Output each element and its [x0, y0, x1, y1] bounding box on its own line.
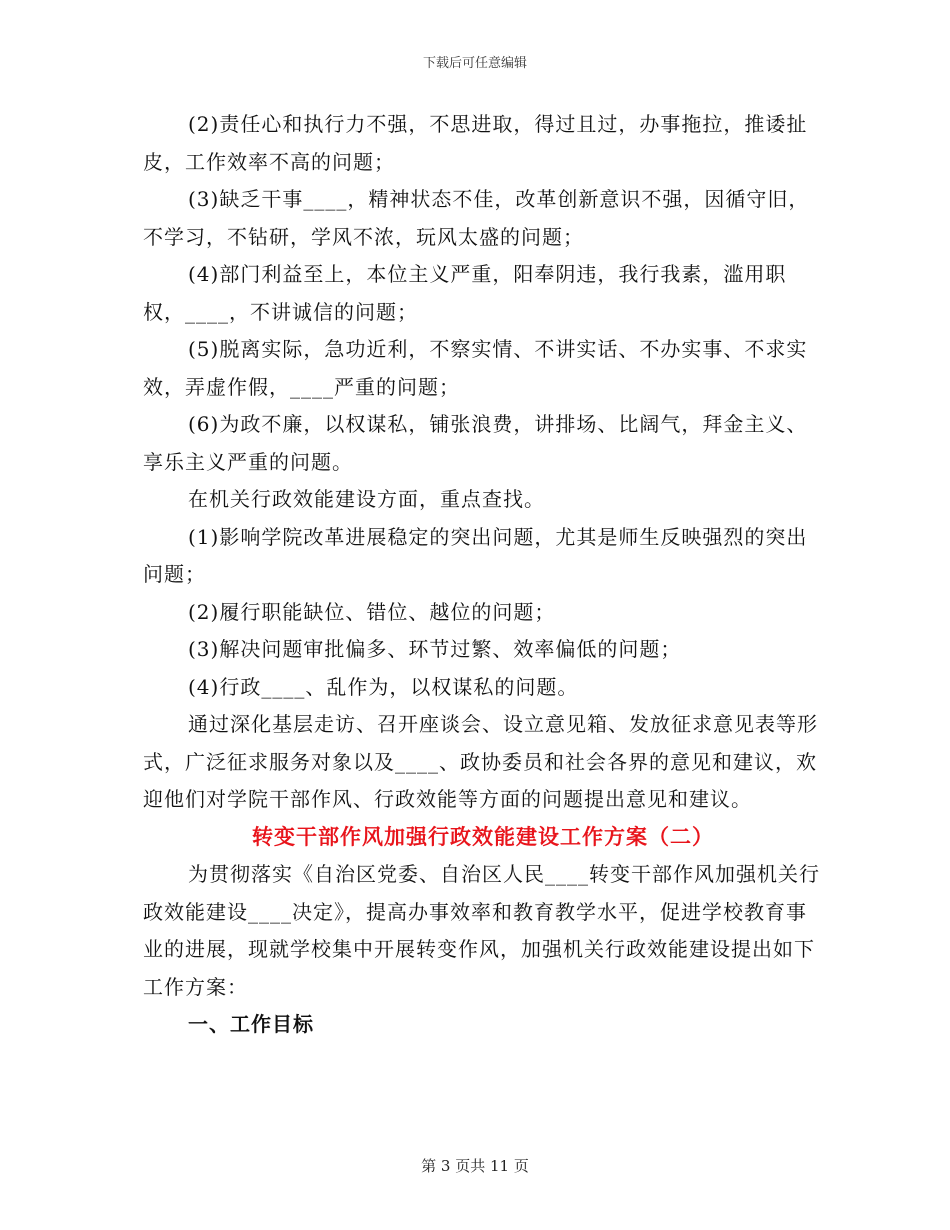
paragraph-intro: 为贯彻落实《自治区党委、自治区人民____转变干部作风加强机关行政效能建设____决定》，提高办事效率和教育教学水平，促进学校教育事业的进展，现就学校集中开展转变作风，加强机关行政效能建设提出如下工作方案： [143, 862, 820, 999]
paragraph-item-4: (4)部门利益至上，本位主义严重，阳奉阴违，我行我素，滥用职权，____，不讲诚信的问题； [143, 262, 787, 324]
document-body [143, 106, 823, 1044]
paragraph-item-3: (3)缺乏干事____，精神状态不佳，改革创新意识不强，因循守旧，不学习，不钻研，学风不浓，玩风太盛的问题； [143, 187, 810, 249]
paragraph-efficiency-1: (1)影响学院改革进展稳定的突出问题，尤其是师生反映强烈的突出问题； [143, 524, 808, 586]
paragraph-efficiency-2: (2)履行职能缺位、错位、越位的问题； [188, 599, 556, 624]
section-title: 转变干部作风加强行政效能建设工作方案（二） [252, 824, 714, 849]
heading-work-goals: 一、工作目标 [188, 1012, 314, 1036]
page-header: 下载后可任意编辑 [422, 56, 527, 71]
paragraph-efficiency-3: (3)解决问题审批偏多、环节过繁、效率偏低的问题； [188, 637, 682, 661]
paragraph-efficiency-4: (4)行政____、乱作为，以权谋私的问题。 [188, 674, 579, 699]
page-footer: 第 3 页共 11 页 [421, 1157, 529, 1175]
paragraph-item-5: (5)脱离实际，急功近利，不察实情、不讲实话、不办实事、不求实效，弄虚作假，____严重的问题； [143, 337, 808, 399]
paragraph-feedback: 通过深化基层走访、召开座谈会、设立意见箱、发放征求意见表等形式，广泛征求服务对象以及____、政协委员和社会各界的意见和建议，欢迎他们对学院干部作风、行政效能等方面的问题提出意见和建议。 [143, 712, 818, 811]
paragraph-efficiency-intro: 在机关行政效能建设方面，重点查找。 [188, 487, 545, 511]
paragraph-item-6: (6)为政不廉，以权谋私，铺张浪费，讲排场、比阔气，拜金主义、享乐主义严重的问题。 [143, 412, 808, 474]
paragraph-item-2: (2)责任心和执行力不强，不思进取，得过且过，办事拖拉，推诿扯皮，工作效率不高的问题； [143, 112, 808, 174]
